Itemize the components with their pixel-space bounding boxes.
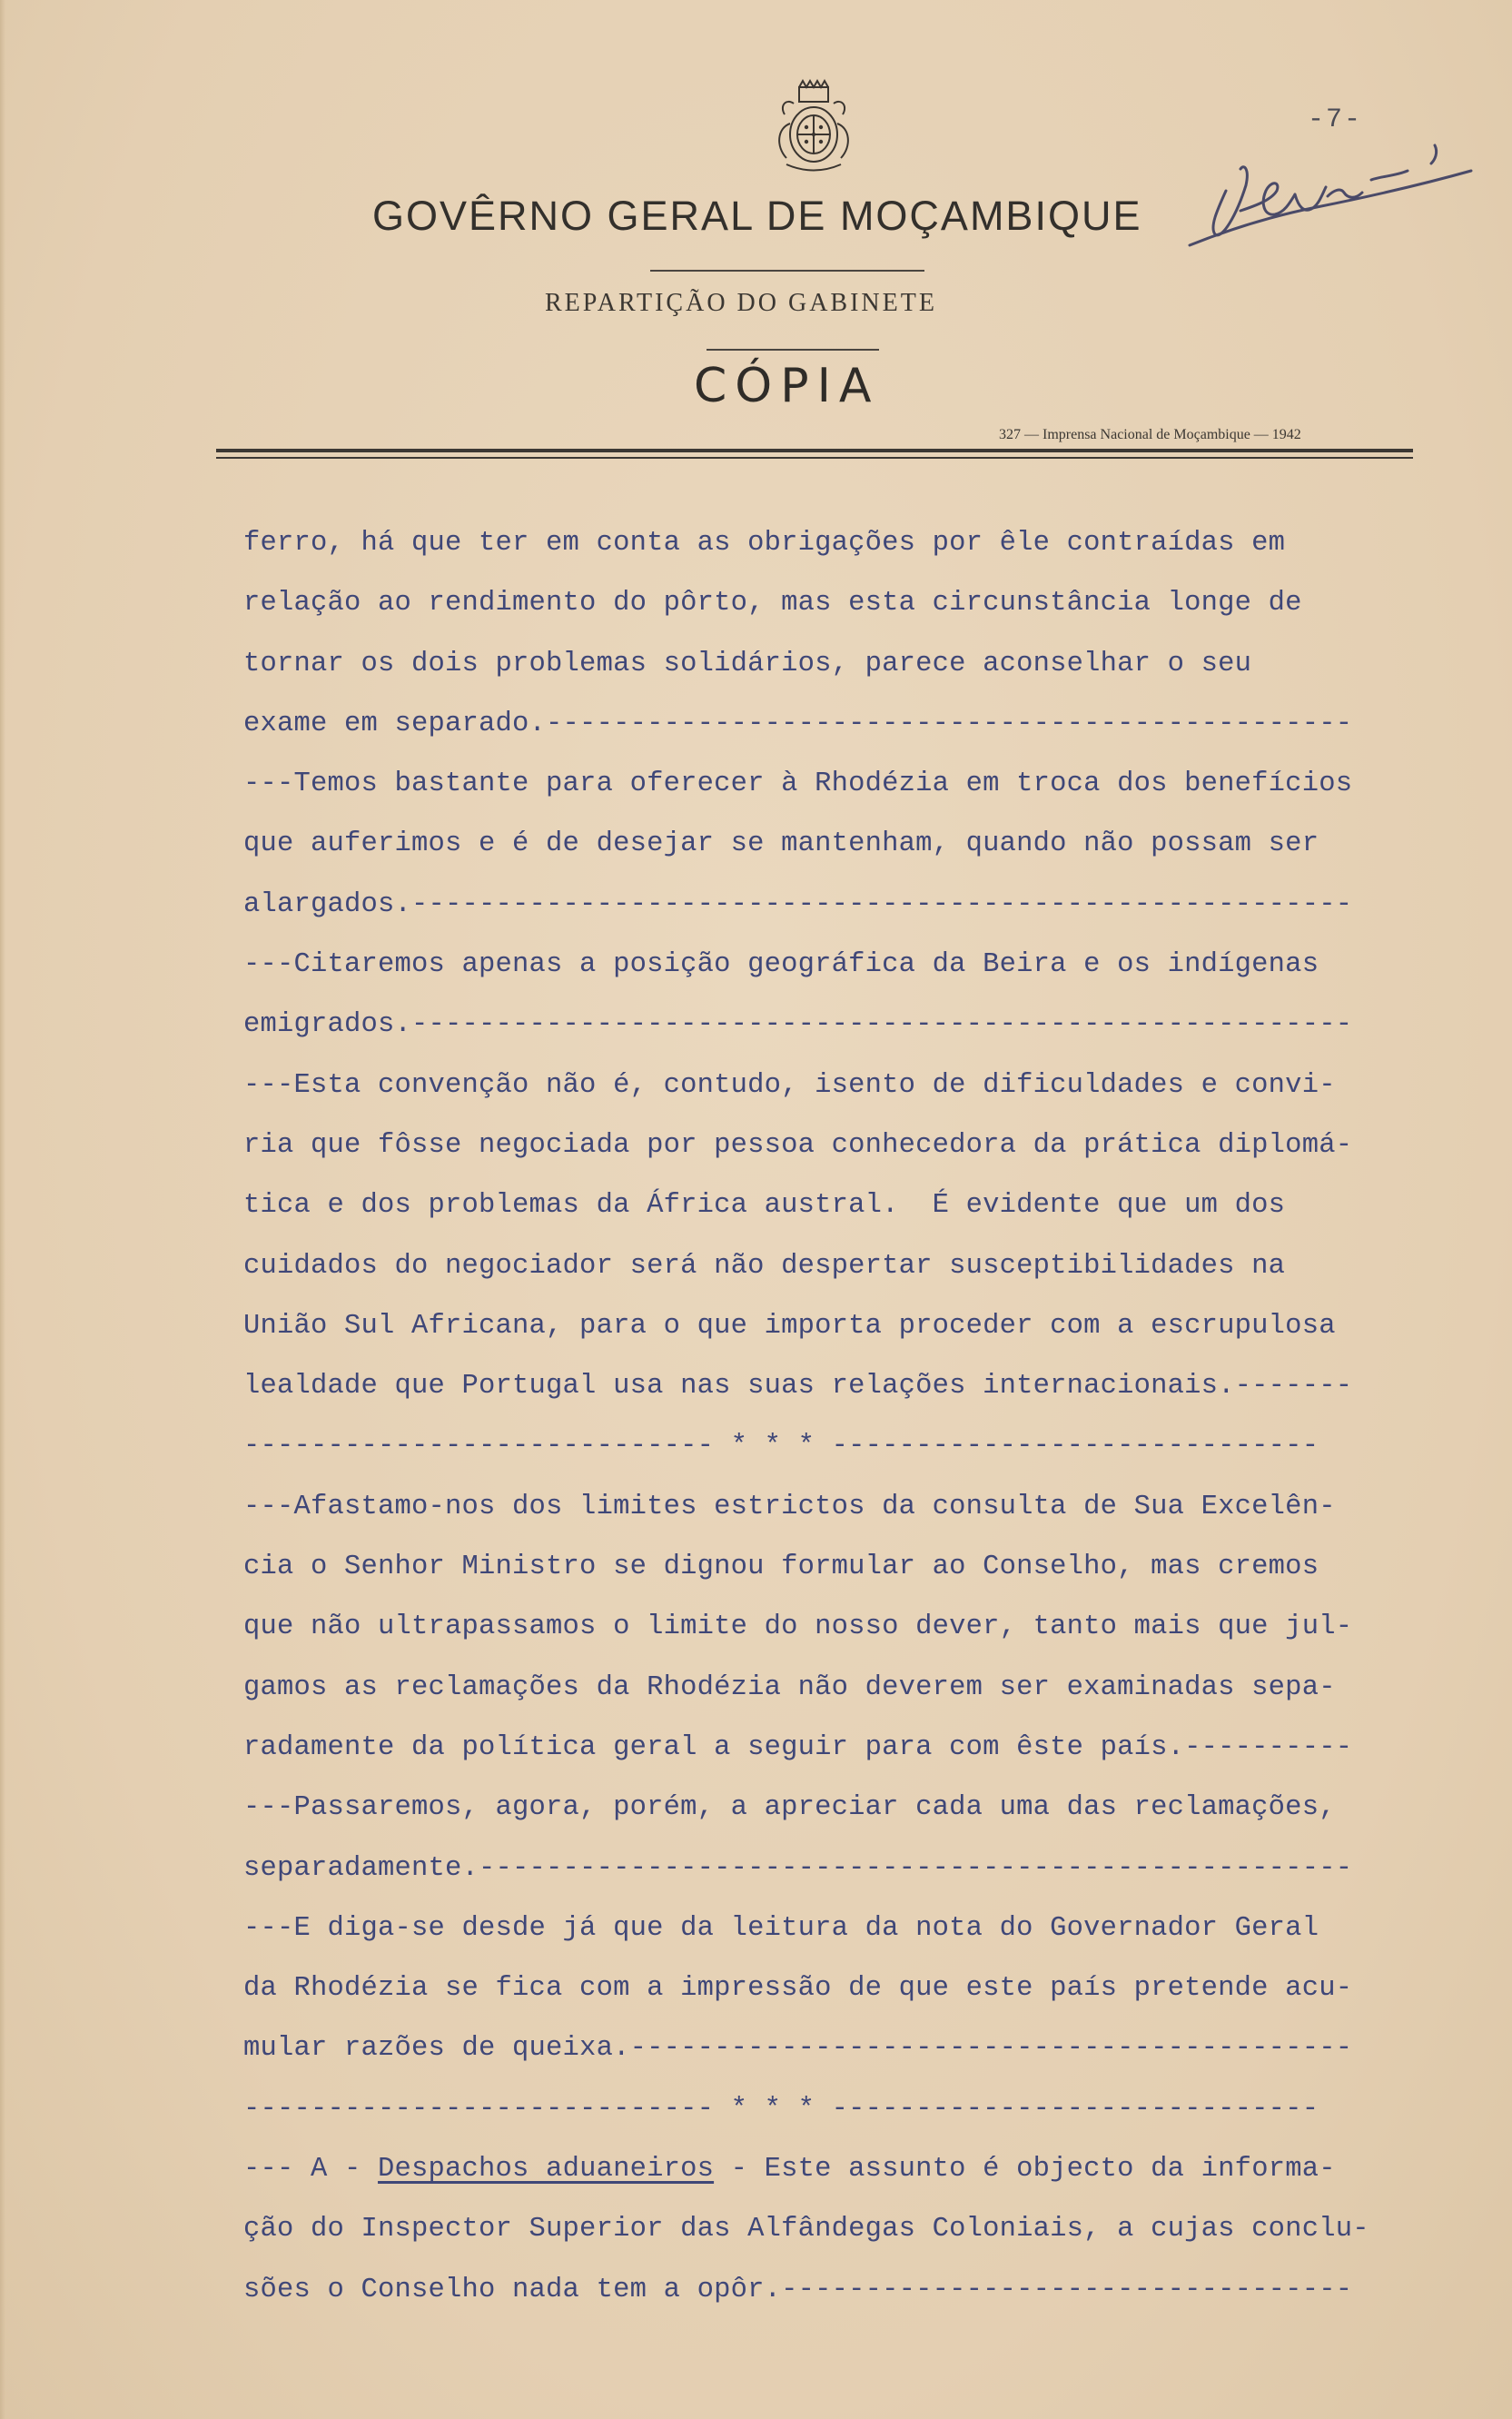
header-divider-1 [650,270,924,272]
body-line: mular razões de queixa.------------------------------------------- [243,2033,1353,2065]
body-line: que auferimos e é de desejar se mantenham, quando não possam ser [243,828,1319,860]
page-edge [0,0,5,2419]
body-line: cuidados do negociador será não despertar susceptibilidades na [243,1250,1286,1282]
body-line: tica e dos problemas da África austral. É evidente que um dos [243,1190,1286,1222]
body-line: ---E diga-se desde já que da leitura da nota do Governador Geral [243,1912,1319,1944]
section-separator: ---------------------------- * * * ----------------------------- [243,1431,1319,1462]
government-title: GOVÊRNO GERAL DE MOÇAMBIQUE [372,193,1142,239]
section-a-heading-line [243,2144,1451,2204]
body-line: ---Citaremos apenas a posição geográfica da Beira e os indígenas [243,949,1319,981]
body-line: União Sul Africana, para o que importa proceder com a escrupulosa [243,1310,1336,1342]
body-line: separadamente.---------------------------------------------------- [243,1852,1353,1884]
header-divider-2 [707,349,879,351]
section-separator: ---------------------------- * * * ----------------------------- [243,2093,1319,2125]
body-line: tornar os dois problemas solidários, parece aconselhar o seu [243,648,1252,679]
header-rule-thick [216,449,1413,452]
section-a-text: - Este assunto é objecto da informa- [714,2154,1336,2186]
section-a-heading: Despachos aduaneiros [378,2154,715,2186]
body-line: ---Temos bastante para oferecer à Rhodézia em troca dos benefícios [243,768,1353,800]
body-line: da Rhodézia se fica com a impressão de que este país pretende acu- [243,1973,1353,2005]
typed-body-text [243,518,1451,2325]
section-a-prefix: --- A - [243,2154,379,2186]
body-line: ria que fôsse negociada por pessoa conhecedora da prática diplomá- [243,1129,1353,1161]
body-line: lealdade que Portugal usa nas suas relações internacionais.------- [243,1371,1353,1403]
page-number: -7- [1308,104,1363,135]
body-line: ---Esta convenção não é, contudo, isento de dificuldades e convi- [243,1069,1336,1101]
body-line: que não ultrapassamos o limite do nosso dever, tanto mais que jul- [243,1611,1353,1643]
header-rule-thin [216,457,1413,459]
body-line: sões o Conselho nada tem a opôr.---------------------------------- [243,2274,1353,2305]
body-line: relação ao rendimento do pôrto, mas esta circunstância longe de [243,588,1302,620]
body-line: exame em separado.------------------------------------------------ [243,708,1353,739]
body-line: ção do Inspector Superior das Alfândegas Coloniais, a cujas conclu- [243,2214,1369,2246]
body-line: radamente da política geral a seguir para com êste país.---------- [243,1731,1353,1763]
department-title: REPARTIÇÃO DO GABINETE [545,289,937,317]
body-line: ---Passaremos, agora, porém, a apreciar cada uma das reclamações, [243,1792,1336,1824]
body-line: emigrados.-------------------------------------------------------- [243,1009,1353,1041]
body-line: cia o Senhor Ministro se dignou formular ao Conselho, mas cremos [243,1552,1319,1583]
body-line: alargados.-------------------------------------------------------- [243,888,1353,920]
imprint-line: 327 — Imprensa Nacional de Moçambique — 1942 [999,427,1301,442]
body-line: ---Afastamo-nos dos limites estrictos da consulta de Sua Excelên- [243,1491,1336,1522]
coat-of-arms-emblem [759,78,868,178]
body-line: ferro, há que ter em conta as obrigações por êle contraídas em [243,528,1286,559]
handwritten-signature [1162,127,1489,273]
copy-title: CÓPIA [694,359,880,413]
body-line: gamos as reclamações da Rhodézia não deverem ser examinadas sepa- [243,1671,1336,1703]
